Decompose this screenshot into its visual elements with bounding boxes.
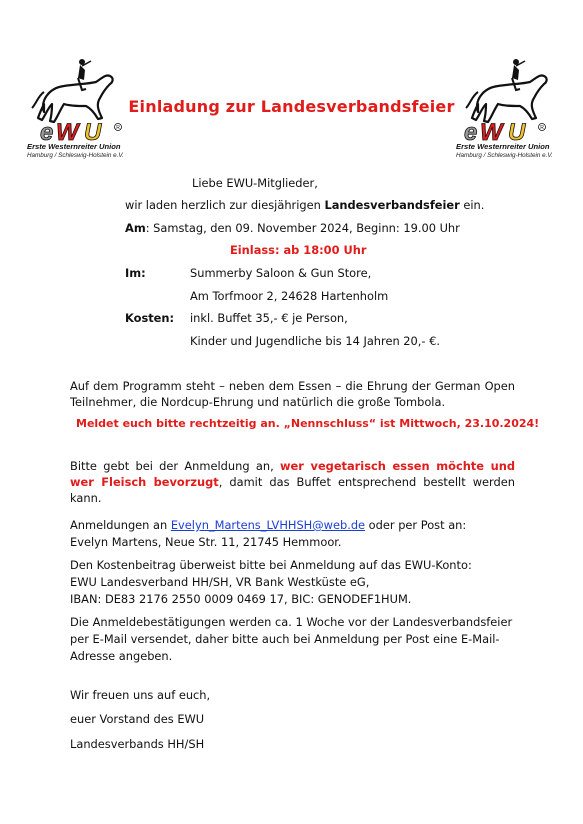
confirmation-text: Die Anmeldebestätigungen werden ca. 1 Woche vor der Landesverbandsfeier per E-Mail versendet, daher bitte auch bei Anmeldung per Post eine E-Mail-Adresse angeben. (70, 615, 513, 663)
intro-before: wir laden herzlich zur diesjährigen (125, 198, 325, 212)
svg-text:e: e (464, 119, 478, 146)
intro-after: ein. (459, 198, 485, 212)
dietary-after: , damit das Buffet entsprechend bestellt werden kann. (70, 475, 515, 505)
dietary-before: Bitte gebt bei der Anmeldung an, (70, 459, 280, 473)
registration-before: Anmeldungen an (70, 518, 171, 532)
svg-text:R: R (540, 125, 544, 131)
logo-region: Hamburg / Schleswig-Holstein e.V. (456, 152, 553, 159)
svg-text:W: W (480, 119, 503, 146)
venue-line1: Summerby Saloon & Gun Store, (190, 266, 372, 280)
svg-text:U: U (84, 119, 102, 146)
registration-address: Evelyn Martens, Neue Str. 11, 21745 Hemmoor. (70, 535, 342, 549)
logo-region: Hamburg / Schleswig-Holstein e.V. (27, 152, 124, 159)
svg-text:e: e (40, 119, 54, 146)
page-title: Einladung zur Landesverbandsfeier (128, 97, 455, 116)
registration-line (70, 518, 466, 532)
deadline-notice: Meldet euch bitte rechtzeitig an. „Nennschluss“ ist Mittwoch, 23.10.2024! (76, 417, 540, 430)
costs-line2: Kinder und Jugendliche bis 14 Jahren 20,- €. (190, 334, 441, 348)
closing-line2: euer Vorstand des EWU (70, 712, 205, 726)
payment-line2: EWU Landesverband HH/SH, VR Bank Westküste eG, (70, 575, 370, 589)
dietary-red: wer vegetarisch essen möchte und wer Fleisch bevorzugt (70, 459, 515, 489)
svg-text:W: W (56, 119, 79, 146)
venue-line2: Am Torfmoor 2, 24628 Hartenholm (190, 289, 389, 303)
closing-line1: Wir freuen uns auf euch, (70, 688, 211, 702)
svg-text:U: U (508, 119, 526, 146)
program-text: Auf dem Programm steht – neben dem Essen – die Ehrung der German Open Teilnehmer, die Nordcup-Ehrung und natürlich die große Tombola. (70, 379, 515, 409)
intro-text (125, 198, 484, 212)
date-line (125, 221, 460, 235)
venue-label: Im: (125, 266, 146, 280)
intro-bold: Landesverbandsfeier (324, 198, 460, 212)
closing-line3: Landesverbands HH/SH (70, 737, 205, 751)
date-label: Am (125, 221, 146, 235)
greeting: Liebe EWU-Mitglieder, (192, 176, 318, 190)
entry-time: Einlass: ab 18:00 Uhr (230, 243, 367, 257)
costs-label: Kosten: (125, 311, 175, 325)
payment-line1: Den Kostenbeitrag überweist bitte bei Anmeldung auf das EWU-Konto: (70, 558, 472, 572)
date-text: : Samstag, den 09. November 2024, Beginn: 19.00 Uhr (145, 221, 460, 235)
email-link[interactable]: Evelyn_Martens_LVHHSH@web.de (170, 518, 366, 532)
svg-text:R: R (116, 125, 120, 131)
payment-line3: IBAN: DE83 2176 2550 0009 0469 17, BIC: GENODEF1HUM. (70, 592, 412, 606)
dietary-text (70, 458, 515, 506)
logo-org-name: Erste Westernreiter Union (27, 142, 121, 151)
registration-after: oder per Post an: (365, 518, 467, 532)
logo-org-name: Erste Westernreiter Union (456, 142, 550, 151)
costs-line1: inkl. Buffet 35,- € je Person, (190, 311, 348, 325)
